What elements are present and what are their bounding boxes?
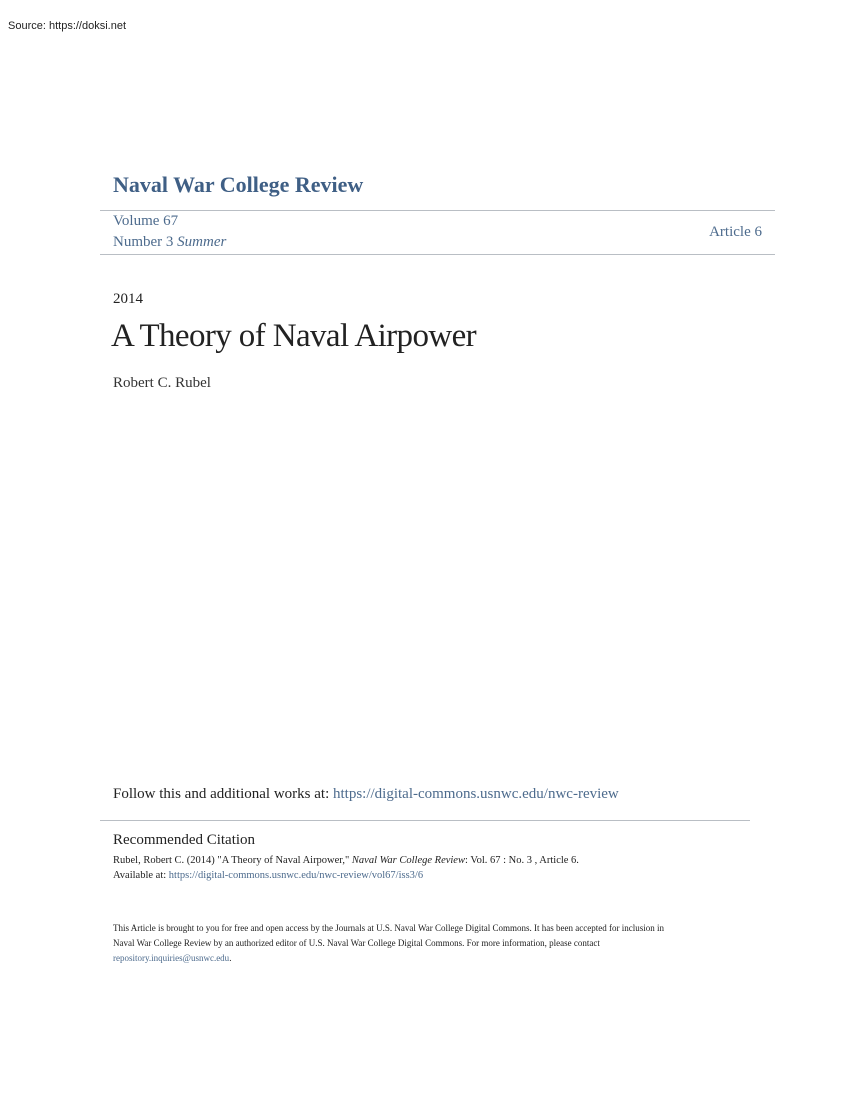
access-notice: [113, 921, 743, 966]
available-label: Available at:: [113, 870, 169, 881]
notice-line-2: Naval War College Review by an authorized editor of U.S. Naval War College Digital Commons. For more information, please contact: [113, 938, 600, 948]
author-name: Robert C. Rubel: [113, 375, 211, 391]
number-line[interactable]: [113, 234, 226, 251]
season-link[interactable]: Summer: [177, 234, 227, 250]
source-label: Source: https://doksi.net: [8, 20, 127, 32]
journal-title[interactable]: Naval War College Review: [113, 172, 364, 197]
follow-link[interactable]: https://digital-commons.usnwc.edu/nwc-review: [332, 786, 619, 802]
citation-rule: [100, 820, 750, 821]
citation-text: [113, 855, 579, 866]
contact-email-link[interactable]: repository.inquiries@usnwc.edu: [113, 953, 230, 963]
article-number: Article 6: [709, 224, 762, 240]
notice-line-3: [113, 951, 743, 966]
citation-before: Rubel, Robert C. (2014) "A Theory of Naval Airpower,": [113, 855, 352, 866]
header-rule-bottom: [100, 254, 775, 255]
number-link[interactable]: Number 3: [113, 234, 174, 250]
header-rule-top: [100, 210, 775, 211]
volume-link[interactable]: Volume 67: [113, 213, 179, 229]
notice-line-1: This Article is brought to you for free and open access by the Journals at U.S. Naval War College Digital Commons. It has been accepted for inclusion in: [113, 923, 664, 933]
citation-heading: Recommended Citation: [113, 832, 256, 848]
available-link[interactable]: https://digital-commons.usnwc.edu/nwc-review/vol67/iss3/6: [168, 870, 424, 881]
article-title: A Theory of Naval Airpower: [111, 318, 477, 354]
notice-period: .: [229, 953, 232, 963]
follow-line: [113, 786, 619, 803]
publication-year: 2014: [113, 291, 143, 307]
available-line: [113, 870, 423, 881]
follow-text: Follow this and additional works at:: [113, 786, 333, 802]
citation-after: : Vol. 67 : No. 3 , Article 6.: [464, 855, 579, 866]
citation-journal: Naval War College Review: [351, 855, 465, 866]
